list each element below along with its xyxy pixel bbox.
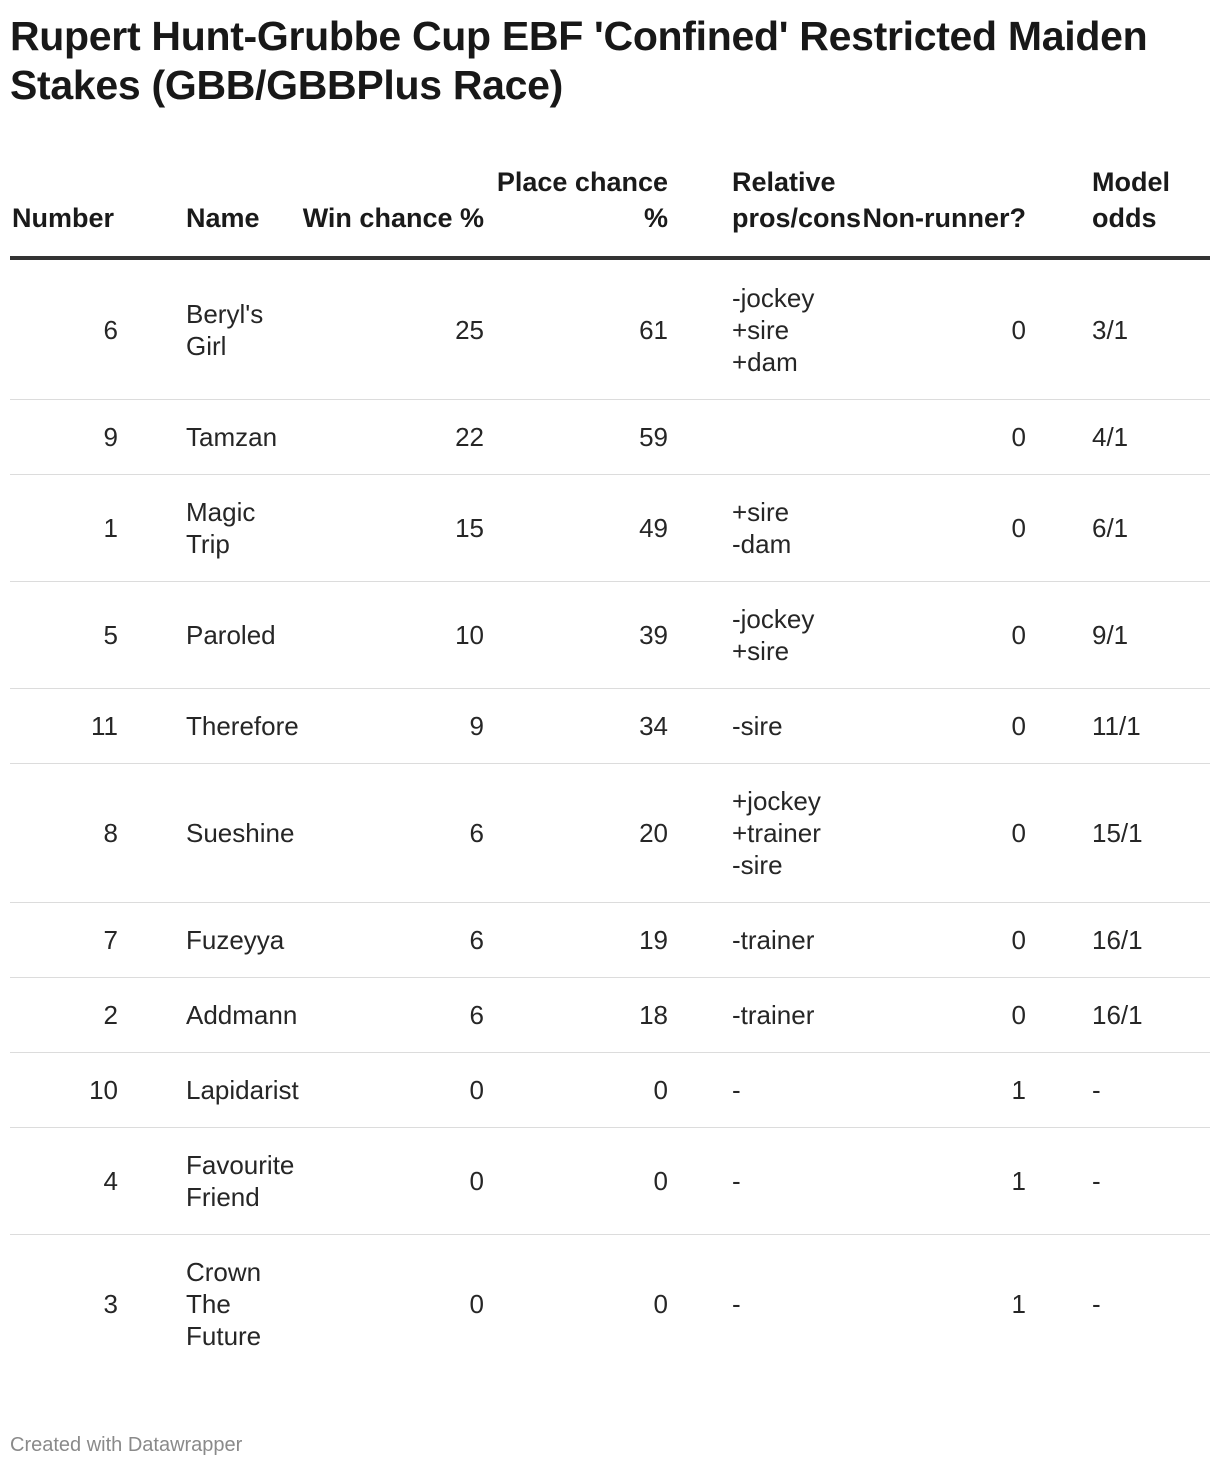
cell-name: Favourite Friend: [130, 1128, 280, 1235]
cell-model-odds: 16/1: [1030, 978, 1210, 1053]
cell-non-runner: 0: [850, 400, 1030, 475]
cell-model-odds: 3/1: [1030, 258, 1210, 400]
cell-win-chance: 10: [280, 582, 490, 689]
cell-number: 11: [10, 689, 130, 764]
cell-relative-pros-cons: -sire: [670, 689, 850, 764]
cell-number: 5: [10, 582, 130, 689]
column-header-number[interactable]: Number: [10, 164, 130, 258]
table-row: [10, 475, 1210, 582]
cell-relative-pros-cons: +jockey +trainer -sire: [670, 764, 850, 903]
table-row: [10, 1053, 1210, 1128]
cell-win-chance: 0: [469, 1289, 484, 1319]
cell-number: 3: [103, 1289, 118, 1319]
cell-win-chance: 6: [280, 978, 490, 1053]
table-row: [10, 258, 1210, 400]
cell-model-odds: -: [1092, 1289, 1101, 1319]
cell-place-chance: 0: [653, 1289, 668, 1319]
column-header-relative-pros-cons[interactable]: Relative pros/cons: [670, 164, 850, 258]
cell-name: Sueshine: [130, 764, 280, 903]
race-table: [10, 164, 1210, 1373]
cell-relative-pros-cons: -jockey +sire +dam: [670, 258, 850, 400]
table-row: [10, 400, 1210, 475]
cell-relative-pros-cons: -jockey +sire: [670, 582, 850, 689]
table-row: [10, 978, 1210, 1053]
cell-model-odds: 16/1: [1030, 903, 1210, 978]
cell-non-runner: 0: [850, 258, 1030, 400]
cell-model-odds: 11/1: [1030, 689, 1210, 764]
cell-name: Beryl's Girl: [130, 258, 280, 400]
table-row: [10, 1128, 1210, 1235]
cell-place-chance: 20: [490, 764, 670, 903]
cell-name: Addmann: [130, 978, 280, 1053]
column-header-model-odds[interactable]: Model odds: [1030, 164, 1210, 258]
cell-relative-pros-cons: -: [732, 1289, 741, 1319]
cell-non-runner: 1: [850, 1053, 1030, 1128]
table-body: [10, 258, 1210, 1373]
cell-non-runner: 0: [850, 978, 1030, 1053]
cell-non-runner: 1: [850, 1128, 1030, 1235]
cell-win-chance: 25: [280, 258, 490, 400]
cell-place-chance: 34: [490, 689, 670, 764]
cell-place-chance: 59: [490, 400, 670, 475]
cell-number: 1: [10, 475, 130, 582]
cell-relative-pros-cons: +sire -dam: [670, 475, 850, 582]
cell-model-odds: 9/1: [1030, 582, 1210, 689]
cell-model-odds: 15/1: [1030, 764, 1210, 903]
table-row: [10, 689, 1210, 764]
table-row: [10, 582, 1210, 689]
cell-name: Magic Trip: [130, 475, 280, 582]
chart-title: Rupert Hunt-Grubbe Cup EBF 'Confined' Restricted Maiden Stakes (GBB/GBBPlus Race): [10, 13, 1148, 108]
cell-place-chance: 18: [490, 978, 670, 1053]
column-header-name[interactable]: Name: [130, 164, 280, 258]
cell-non-runner: 0: [850, 689, 1030, 764]
datawrapper-credit: Created with Datawrapper: [10, 1434, 243, 1456]
table-row: [10, 764, 1210, 903]
cell-win-chance: 6: [280, 903, 490, 978]
cell-win-chance: 9: [280, 689, 490, 764]
cell-place-chance: 0: [490, 1128, 670, 1235]
cell-place-chance: 49: [490, 475, 670, 582]
cell-name: Tamzan: [130, 400, 280, 475]
cell-relative-pros-cons: -trainer: [670, 903, 850, 978]
cell-model-odds: -: [1030, 1128, 1210, 1235]
column-header-non-runner[interactable]: Non-runner?: [850, 164, 1030, 258]
cell-win-chance: 22: [280, 400, 490, 475]
cell-name: Therefore: [130, 689, 280, 764]
cell-non-runner: 0: [850, 475, 1030, 582]
cell-name: Paroled: [130, 582, 280, 689]
cell-non-runner: 0: [850, 582, 1030, 689]
cell-number: 6: [10, 258, 130, 400]
table-row: [10, 1235, 1210, 1374]
cell-name: Fuzeyya: [130, 903, 280, 978]
column-header-place-chance[interactable]: Place chance %: [490, 164, 670, 258]
cell-model-odds: 6/1: [1030, 475, 1210, 582]
cell-name: Lapidarist: [130, 1053, 280, 1128]
cell-number: 10: [10, 1053, 130, 1128]
cell-relative-pros-cons: -: [670, 1128, 850, 1235]
column-header-win-chance[interactable]: Win chance %: [280, 164, 490, 258]
cell-place-chance: 39: [490, 582, 670, 689]
cell-non-runner: 0: [850, 903, 1030, 978]
header-row: [10, 164, 1210, 258]
cell-win-chance: 0: [280, 1053, 490, 1128]
cell-win-chance: 15: [280, 475, 490, 582]
cell-place-chance: 0: [490, 1053, 670, 1128]
cell-win-chance: 0: [280, 1128, 490, 1235]
cell-number: 4: [10, 1128, 130, 1235]
cell-place-chance: 61: [490, 258, 670, 400]
cell-name: Crown The Future: [186, 1257, 262, 1351]
cell-relative-pros-cons: -: [670, 1053, 850, 1128]
cell-number: 9: [10, 400, 130, 475]
cell-number: 8: [10, 764, 130, 903]
cell-relative-pros-cons: [670, 400, 850, 475]
cell-non-runner: 1: [1011, 1289, 1026, 1319]
cell-place-chance: 19: [490, 903, 670, 978]
cell-model-odds: -: [1030, 1053, 1210, 1128]
cell-model-odds: 4/1: [1030, 400, 1210, 475]
cell-relative-pros-cons: -trainer: [670, 978, 850, 1053]
table-row: [10, 903, 1210, 978]
cell-win-chance: 6: [280, 764, 490, 903]
cell-number: 7: [10, 903, 130, 978]
cell-non-runner: 0: [850, 764, 1030, 903]
cell-number: 2: [10, 978, 130, 1053]
